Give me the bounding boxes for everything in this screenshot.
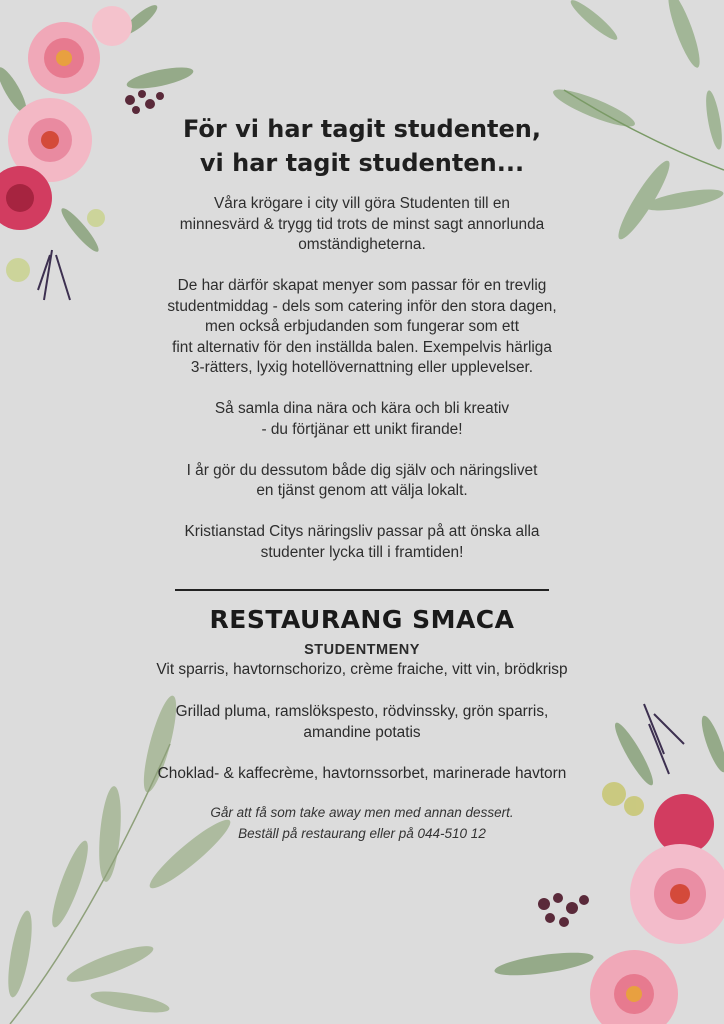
text-line: omständigheterna.	[298, 236, 426, 253]
course-line: amandine potatis	[303, 723, 421, 741]
restaurant-name: RESTAURANG SMACA	[209, 605, 515, 634]
menu-course-main	[112, 701, 612, 743]
text-line: De har därför skapat menyer som passar för en trevlig	[177, 277, 547, 294]
text-line: Våra krögare i city vill göra Studenten till en	[214, 195, 510, 212]
text-line: fint alternativ för den inställda balen. Exempelvis härliga	[172, 338, 552, 356]
text-line: Så samla dina nära och kära och bli kreativ	[214, 400, 510, 417]
note-line: Beställ på restaurang eller på 044-510 12	[238, 826, 486, 841]
wishes-paragraph	[112, 522, 612, 563]
main-content	[112, 112, 612, 844]
takeaway-note	[112, 802, 612, 844]
note-line: Går att få som take away men med annan dessert.	[210, 805, 514, 820]
heading-line-1: För vi har tagit studenten,	[182, 115, 542, 143]
text-line: en tjänst genom att välja lokalt.	[256, 482, 468, 499]
menu-course-starter	[112, 659, 612, 680]
menu-title: STUDENTMENY	[304, 642, 420, 658]
text-line: - du förtjänar ett unikt firande!	[261, 420, 463, 438]
text-line: men också erbjudanden som fungerar som ett	[205, 318, 519, 335]
text-line: 3-rätters, lyxig hotellövernattning eller upplevelser.	[190, 359, 534, 376]
text-line: minnesvärd & trygg tid trots de minst sagt annorlunda	[179, 215, 545, 233]
local-paragraph	[112, 461, 612, 502]
celebrate-paragraph	[112, 399, 612, 440]
course-line: Choklad- & kaffecrème, havtornssorbet, marinerade havtorn	[157, 765, 567, 782]
page-heading	[112, 112, 612, 180]
course-line: Grillad pluma, ramslökspesto, rödvinssky, grön sparris,	[175, 702, 549, 720]
menus-paragraph	[112, 276, 612, 379]
intro-paragraph	[112, 194, 612, 256]
divider-line	[175, 589, 549, 591]
text-line: Kristianstad Citys näringsliv passar på att önska alla	[184, 523, 540, 540]
text-line: studenter lycka till i framtiden!	[260, 543, 464, 561]
text-line: I år gör du dessutom både dig själv och näringslivet	[186, 461, 538, 479]
menu-course-dessert	[112, 763, 612, 784]
text-line: studentmiddag - dels som catering inför den stora dagen,	[167, 297, 557, 315]
course-line: Vit sparris, havtornschorizo, crème fraiche, vitt vin, brödkrisp	[156, 661, 568, 678]
heading-line-2: vi har tagit studenten...	[199, 149, 525, 177]
